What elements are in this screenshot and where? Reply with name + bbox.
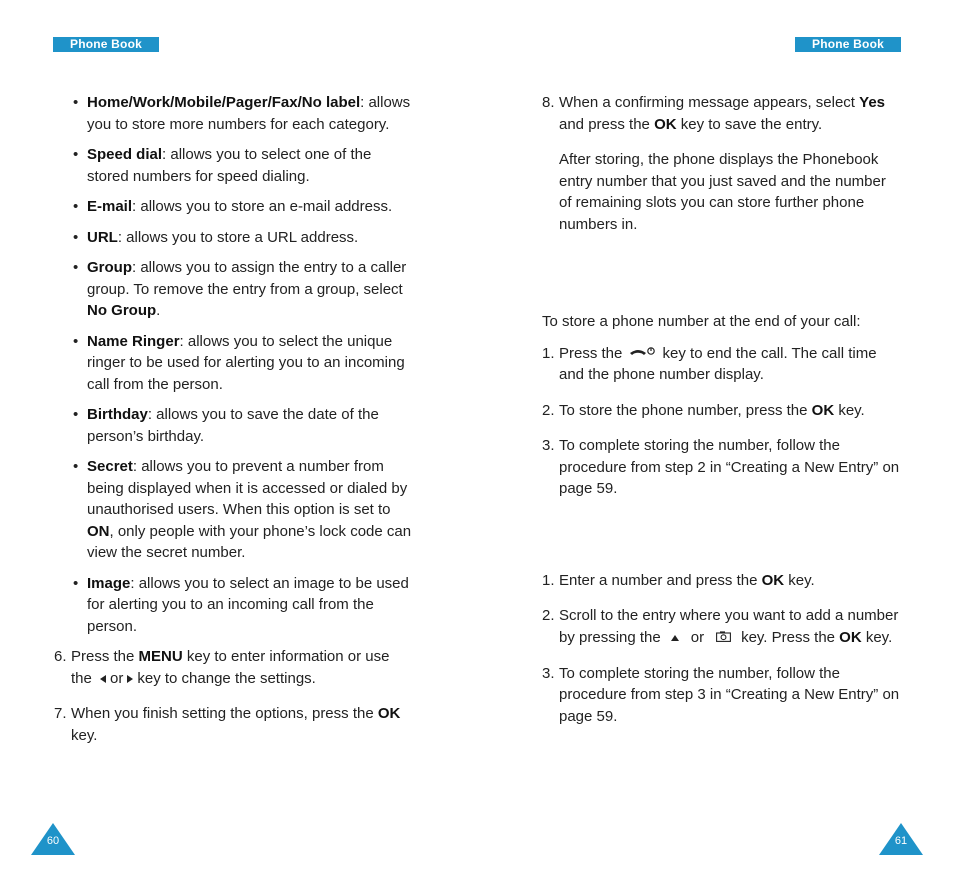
bullet-secret: • Secret: allows you to prevent a number from being displayed when it is accessed or dialed by unauthorised users. When this option is set to ON, only people with your phone’s lock code can view the secret number. [54,456,414,564]
end-call-step-3: 3. To complete storing the number, follow the procedure from step 2 in “Creating a New Entry” on page 59. [542,437,900,498]
bullet-labels: • Home/Work/Mobile/Pager/Fax/No label: allows you to store more numbers for each category. [54,92,414,135]
after-storing-note: After storing, the phone displays the Phonebook entry number that you just saved and the number of remaining slots you can store further phone numbers in. [559,151,886,233]
page-number-left: 60 [31,823,75,855]
end-of-call-intro: To store a phone number at the end of your call: [542,313,861,330]
bullet-speed-dial: • Speed dial: allows you to select one of the stored numbers for speed dialing. [54,144,414,187]
bullet-birthday: • Birthday: allows you to save the date of the person’s birthday. [54,404,414,447]
left-column [54,92,414,760]
right-column [542,92,902,741]
bullet-image: • Image: allows you to select an image to be used for alerting you to an incoming call from the person. [54,573,414,638]
bullet-name-ringer: • Name Ringer: allows you to select the unique ringer to be used for alerting you to an incoming call from the person. [54,331,414,396]
up-arrow-icon [671,635,679,641]
section-tag-left: Phone Book [53,37,159,52]
end-call-step-2: 2. To store the phone number, press the OK key. [542,401,865,419]
add-number-step-3: 3. To complete storing the number, follow the procedure from step 3 in “Creating a New Entry” on page 59. [542,664,900,725]
bullet-email: • E-mail: allows you to store an e-mail address. [54,196,414,218]
right-arrow-icon [127,675,133,683]
left-arrow-icon [100,675,106,683]
step-8: 8. When a confirming message appears, select Yes and press the OK key to save the entry. [542,94,886,133]
step-7: 7. When you finish setting the options, press the OK key. [54,705,401,744]
bullet-url: • URL: allows you to store a URL address. [54,227,414,249]
bullet-group: • Group: allows you to assign the entry to a caller group. To remove the entry from a group, select No Group. [54,257,414,322]
add-number-step-1: 1. Enter a number and press the OK key. [542,571,815,589]
camera-key-icon [716,627,731,649]
step-6: 6. Press the MENU key to enter information or use the or key to change the settings. [54,648,390,687]
end-call-key-icon [629,343,655,365]
section-tag-right: Phone Book [795,37,901,52]
end-call-step-1: 1. Press the key to end the call. The call time and the phone number display. [542,344,877,384]
add-number-step-2: 2. Scroll to the entry where you want to add a number by pressing the or key. Press the OK key. [542,605,902,648]
page-number-right: 61 [879,823,923,855]
